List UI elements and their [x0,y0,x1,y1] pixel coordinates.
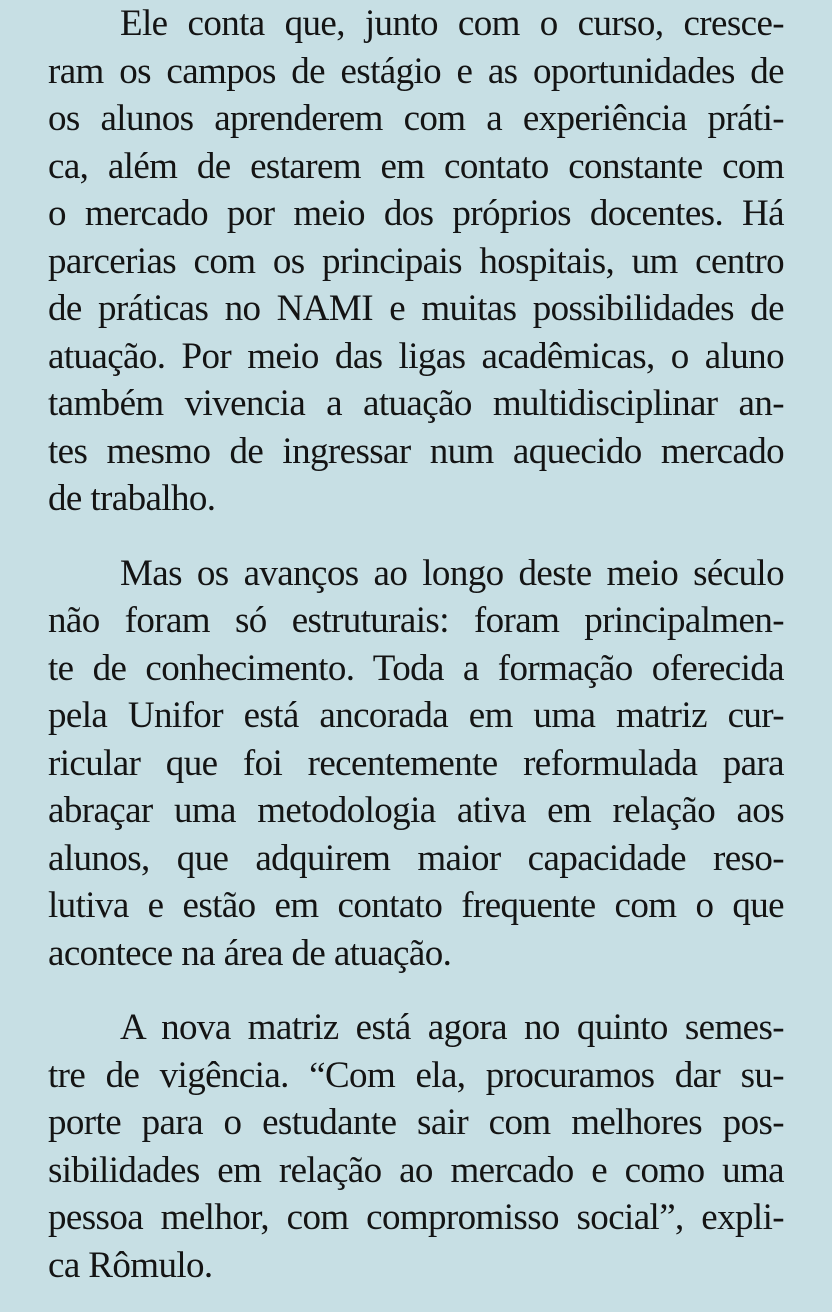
text-line: atuação. Por meio das ligas acadêmicas, o aluno [48,335,784,377]
text-line: tre de vigência. “Com ela, procuramos dar su- [48,1054,784,1096]
text-line: ram os campos de estágio e as oportunidades de [48,50,784,92]
text-line: A nova matriz está agora no quinto semes- [120,1007,784,1048]
text-line: Mas os avanços ao longo deste meio século [120,552,784,594]
text-line: acontece na área de atuação. [48,932,452,974]
text-line: ricular que foi recentemente reformulada para [48,742,784,784]
text-line: alunos, que adquirem maior capacidade reso- [48,837,784,879]
text-line: ca Rômulo. [48,1244,213,1286]
text-line: pessoa melhor, com compromisso social”, expli- [48,1197,784,1238]
article-body [48,0,784,1289]
text-line: lutiva e estão em contato frequente com o que [48,885,784,926]
paragraph-spacer [48,977,784,1004]
text-line: o mercado por meio dos próprios docentes. Há [48,193,784,234]
text-line: abraçar uma metodologia ativa em relação aos [48,790,784,831]
text-line: sibilidades em relação ao mercado e como uma [48,1149,784,1191]
text-line: tes mesmo de ingressar num aquecido mercado [48,430,784,472]
paragraph-spacer [48,523,784,550]
paragraph-3 [48,1004,784,1289]
text-line: também vivencia a atuação multidisciplinar an- [48,383,784,424]
text-line: de práticas no NAMI e muitas possibilidades de [48,288,784,329]
text-line: pela Unifor está ancorada em uma matriz cur- [48,695,784,736]
text-line: Ele conta que, junto com o curso, cresce- [120,3,784,44]
paragraph-2 [48,550,784,978]
text-line: os alunos aprenderem com a experiência práti- [48,98,784,139]
text-line: porte para o estudante sair com melhores pos- [48,1102,784,1143]
text-line: não foram só estruturais: foram principalmen- [48,600,784,641]
text-line: te de conhecimento. Toda a formação oferecida [48,647,784,689]
text-line: parcerias com os principais hospitais, um centro [48,240,784,282]
text-line: de trabalho. [48,478,216,519]
paragraph-1 [48,0,784,523]
text-line: ca, além de estarem em contato constante com [48,145,784,187]
